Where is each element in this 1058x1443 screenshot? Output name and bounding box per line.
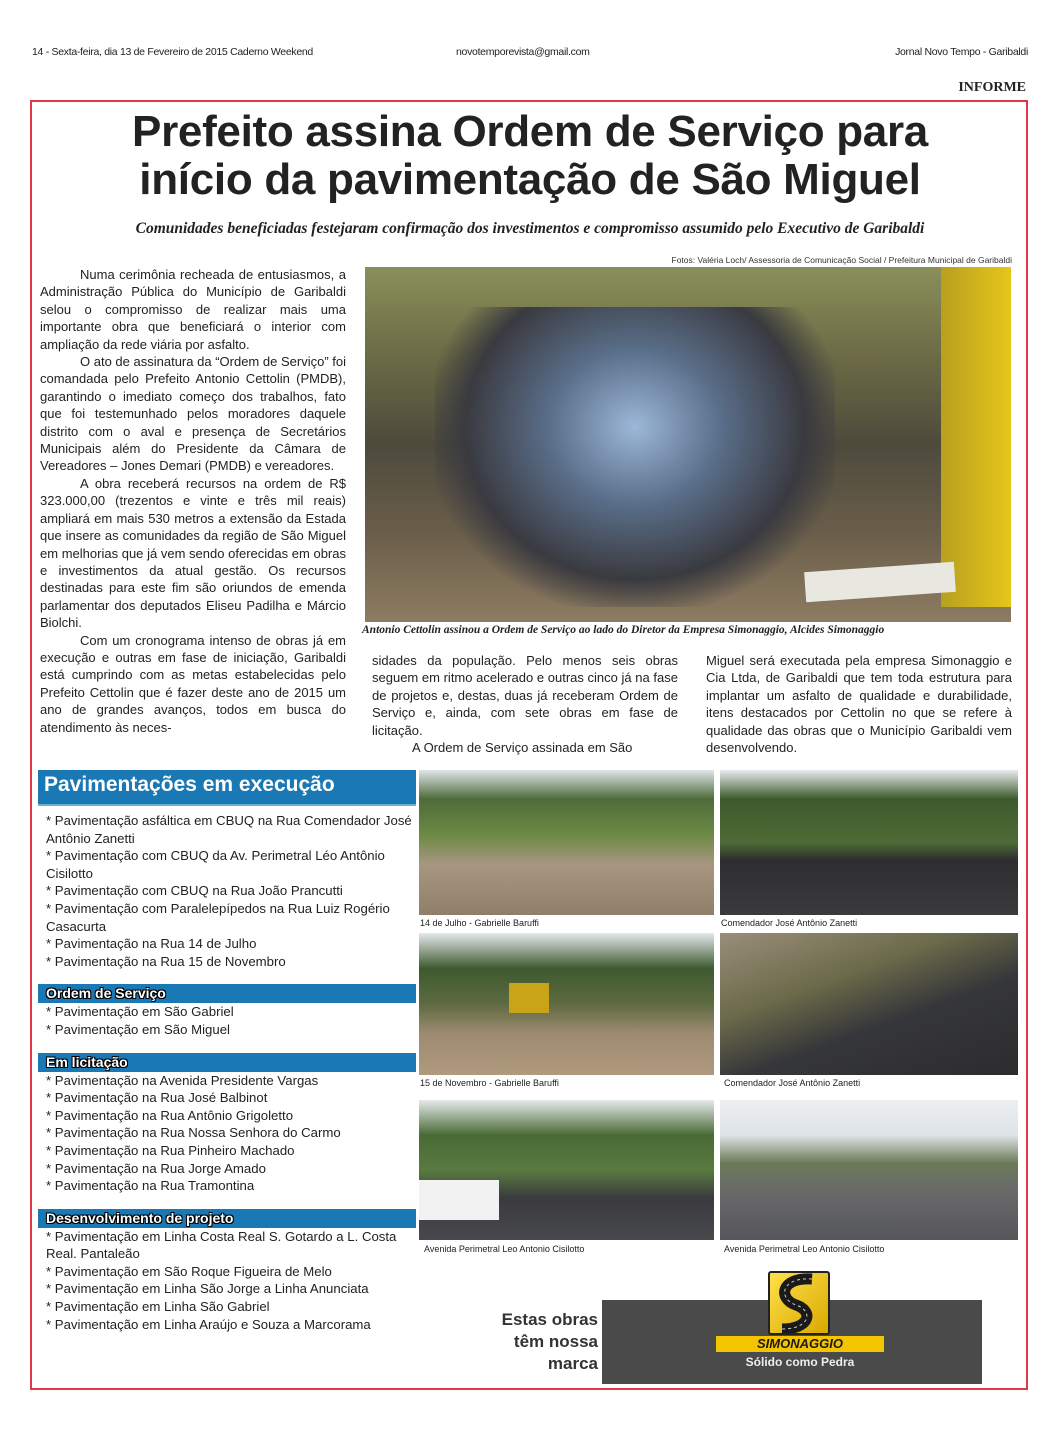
paragraph: Numa cerimônia recheada de entusiasmos, a Administração Pública do Município de Garibaldi selou o compromisso de realizar mais uma importante obra que beneficiará o interior com ampliação da rede viária por asfalto. xyxy=(40,267,346,352)
brand-name: SIMONAGGIO xyxy=(716,1336,884,1352)
brand-slogan: Sólido como Pedra xyxy=(745,1355,855,1369)
ad-tagline xyxy=(470,1309,598,1375)
ad-tagline-line: têm nossa xyxy=(513,1332,598,1351)
page-header-email: novotemporevista@gmail.com xyxy=(456,46,590,58)
main-photo-signing xyxy=(365,267,1011,622)
list-licitacao xyxy=(38,1072,416,1195)
subheadline: Comunidades beneficiadas festejaram confirmação dos investimentos e compromisso assumido pelo Executivo de Garibaldi xyxy=(135,220,925,237)
list-item: * Pavimentação na Rua 15 de Novembro xyxy=(46,953,286,969)
list-item: * Pavimentação na Rua Jorge Amado xyxy=(46,1160,266,1176)
paragraph: A Ordem de Serviço assinada em São xyxy=(412,740,633,756)
list-heading-licitacao: Em licitação xyxy=(38,1053,416,1072)
list-ordem xyxy=(38,1003,416,1038)
photo-caption: 15 de Novembro - Gabrielle Baruffi xyxy=(420,1078,559,1088)
list-item: * Pavimentação em São Gabriel xyxy=(46,1004,234,1020)
ad-tagline-line: Estas obras xyxy=(501,1310,598,1329)
ad-tagline-line: marca xyxy=(547,1354,598,1373)
list-item: * Pavimentação asfáltica em CBUQ na Rua Comendador José Antônio Zanetti xyxy=(46,813,412,846)
list-heading-ordem: Ordem de Serviço xyxy=(38,984,416,1003)
article-column-2 xyxy=(372,652,678,756)
paragraph: O ato de assinatura da “Ordem de Serviço” foi comandada pelo Prefeito Antonio Cettolin (PMDB), garantindo o imediato começo dos trabalhos, fato que foi testemunhado pelos moradores daquele distrito com o aval e presença de Secretários Municipais além do Presidente da Câmara de Vereadores – Jones Demari (PMDB) e vereadores. xyxy=(40,354,346,474)
article-column-1 xyxy=(40,266,346,736)
list-item: * Pavimentação na Rua Antônio Grigoletto xyxy=(46,1107,294,1123)
list-item: * Pavimentação na Rua Tramontina xyxy=(46,1178,255,1194)
list-item: * Pavimentação em São Miguel xyxy=(46,1021,230,1037)
list-item: * Pavimentação com CBUQ na Rua João Prancutti xyxy=(46,883,343,899)
headline xyxy=(40,108,1020,204)
list-item: * Pavimentação em São Roque Figueira de Melo xyxy=(46,1263,332,1279)
paragraph: sidades da população. Pelo menos seis obras seguem em ritmo acelerado e outras cinco já na fase de projetos e, destas, duas já receberam Ordem de Serviço e, ainda, com sete obras em fase de licitação. xyxy=(372,653,678,738)
list-item: * Pavimentação na Rua José Balbinot xyxy=(46,1090,268,1106)
list-heading-projeto: Desenvolvimento de projeto xyxy=(38,1209,416,1228)
photo-perimetral-2 xyxy=(720,1100,1018,1240)
photo-perimetral-1 xyxy=(419,1100,714,1240)
page-header-date: 14 - Sexta-feira, dia 13 de Fevereiro de 2015 Caderno Weekend xyxy=(32,46,313,58)
works-list-panel xyxy=(38,770,416,1333)
headline-line-2: início da pavimentação de São Miguel xyxy=(139,155,921,204)
photo-caption: Avenida Perimetral Leo Antonio Cisilotto xyxy=(724,1244,885,1254)
list-item: * Pavimentação na Avenida Presidente Vargas xyxy=(46,1072,319,1088)
page-header-paper: Jornal Novo Tempo - Garibaldi xyxy=(895,46,1028,58)
road-s-logo-icon xyxy=(768,1271,830,1335)
paragraph: A obra receberá recursos na ordem de R$ 323.000,00 (trezentos e vinte e três mil reais) ampliará em mais 530 metros a extensão da Estada que insere as comunidades da região de São Miguel em melhorias que já vem sendo oferecidas em obras e investimentos da atual gestão. Os recursos destinadas para este fim são oriundos de emenda parlamentar dos deputados Eliseu Padilha e Márcio Biolchi. xyxy=(40,475,346,631)
list-item: * Pavimentação em Linha Araújo e Souza a Marcorama xyxy=(46,1316,371,1332)
article-column-3: Miguel será executada pela empresa Simonaggio e Cia Ltda, de Garibaldi que tem toda estrutura para implantar um asfalto de qualidade e durabilidade, itens destacados por Cettolin no que se refere à qualidade das obras que o Município Garibaldi vem desenvolvendo. xyxy=(706,653,1012,756)
list-item: * Pavimentação em Linha São Gabriel xyxy=(46,1299,270,1315)
headline-line-1: Prefeito assina Ordem de Serviço para xyxy=(132,107,928,156)
list-item: * Pavimentação na Rua Pinheiro Machado xyxy=(46,1142,295,1158)
photo-comendador-zanetti-2 xyxy=(720,933,1018,1075)
list-item: * Pavimentação em Linha Costa Real S. Gotardo a L. Costa Real. Pantaleão xyxy=(46,1228,397,1262)
list-item: * Pavimentação em Linha São Jorge a Linha Anunciata xyxy=(46,1281,369,1297)
list-projeto xyxy=(38,1228,416,1334)
paragraph: Com um cronograma intenso de obras já em execução e outras em fase de iniciação, Garibaldi está cumprindo com as metas estabelecidas pelo Prefeito Cettolin que é fazer deste ano de 2015 um ano de grandes avanços, todos em busca do atendimento às neces- xyxy=(40,632,346,735)
photo-caption: 14 de Julho - Gabrielle Baruffi xyxy=(420,918,539,928)
list-heading-execucao: Pavimentações em execução xyxy=(38,770,416,806)
photo-rua-14-de-julho xyxy=(419,770,714,915)
list-item: * Pavimentação com CBUQ da Av. Perimetral Léo Antônio Cisilotto xyxy=(46,848,385,881)
photo-rua-15-de-novembro xyxy=(419,933,714,1075)
photo-caption: Comendador José Antônio Zanetti xyxy=(721,918,858,928)
photo-comendador-zanetti-1 xyxy=(720,770,1018,915)
main-photo-caption: Antonio Cettolin assinou a Ordem de Serviço ao lado do Diretor da Empresa Simonaggio, Alcides Simonaggio xyxy=(362,624,885,636)
list-item: * Pavimentação na Rua 14 de Julho xyxy=(46,936,257,952)
list-execucao xyxy=(38,812,416,970)
section-label: INFORME xyxy=(958,80,1026,95)
photo-credit: Fotos: Valéria Loch/ Assessoria de Comunicação Social / Prefeitura Municipal de Garibaldi xyxy=(671,255,1012,265)
list-item: * Pavimentação na Rua Nossa Senhora do Carmo xyxy=(46,1125,341,1141)
list-item: * Pavimentação com Paralelepípedos na Rua Luiz Rogério Casacurta xyxy=(46,900,390,934)
photo-caption: Avenida Perimetral Leo Antonio Cisilotto xyxy=(424,1244,585,1254)
photo-caption: Comendador José Antônio Zanetti xyxy=(724,1078,861,1088)
